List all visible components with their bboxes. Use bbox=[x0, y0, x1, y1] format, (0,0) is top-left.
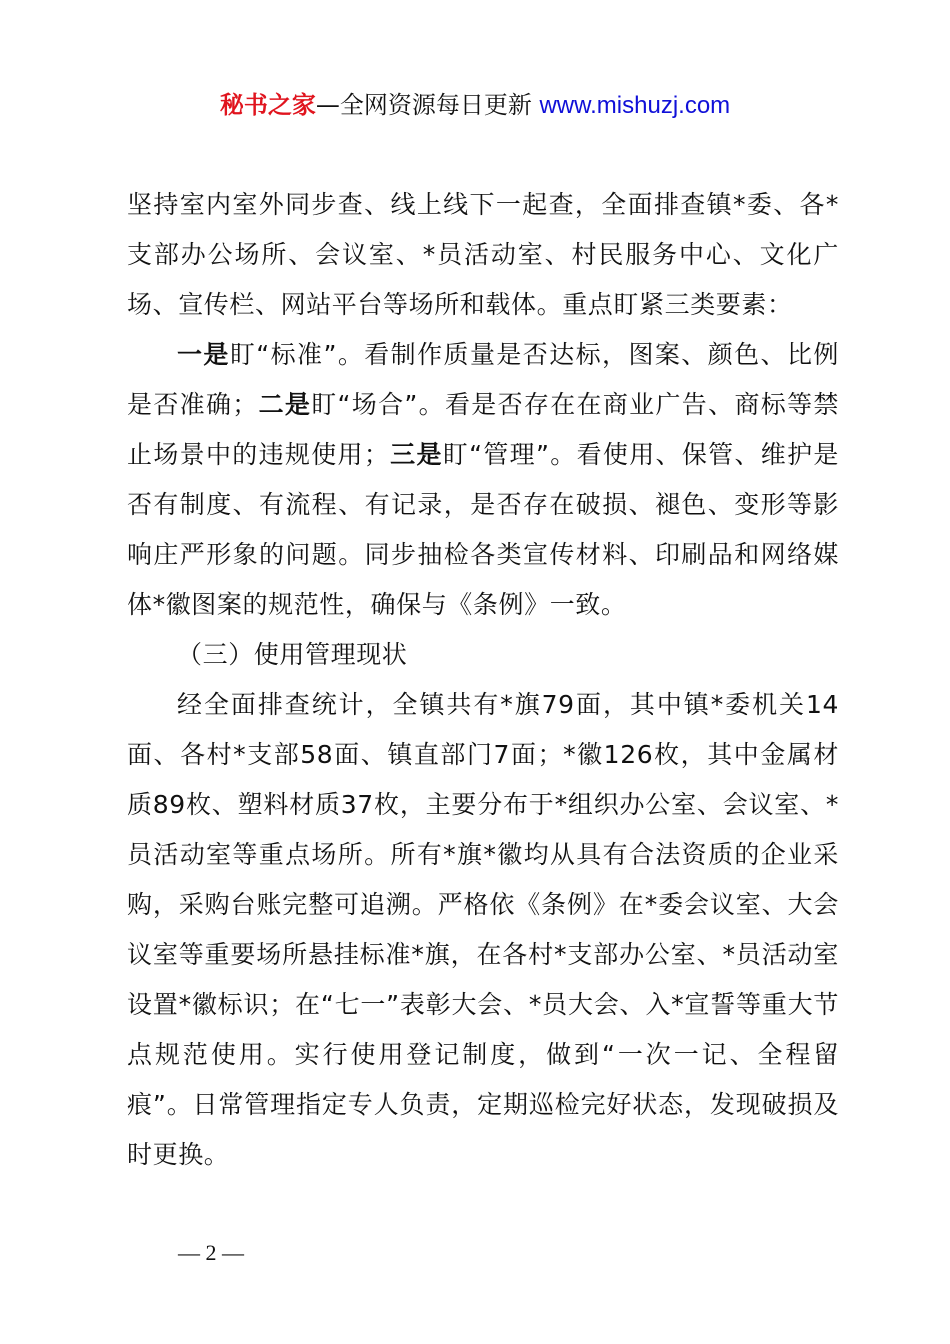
text-management: 盯“管理”。看使用、保管、维护是否有制度、有流程、有记录，是否存在破损、褪色、变形等影响庄严形象的问题。同步抽检各类宣传材料、印刷品和网络媒体*徽图案的规范性，确保与《条例》一致。 bbox=[127, 440, 839, 619]
keyword-first: 一是 bbox=[177, 340, 230, 369]
keyword-third: 三是 bbox=[389, 440, 443, 469]
paragraph-usage-status: 经全面排查统计，全镇共有*旗79面，其中镇*委机关14面、各村*支部58面、镇直部门7面；*徽126枚，其中金属材质89枚、塑料材质37枚，主要分布于*组织办公室、会议室、*员活动室等重点场所。所有*旗*徽均从具有合法资质的企业采购，采购台账完整可追溯。严格依《条例》在*委会议室、大会议室等重要场所悬挂标准*旗，在各村*支部办公室、*员活动室设置*徽标识；在“七一”表彰大会、*员大会、入*宣誓等重大节点规范使用。实行使用登记制度，做到“一次一记、全程留痕”。日常管理指定专人负责，定期巡检完好状态，发现破损及时更换。 bbox=[127, 690, 839, 1169]
document-body bbox=[127, 180, 839, 1180]
page-number: — 2 — bbox=[178, 1240, 244, 1265]
site-url[interactable]: www.mishuzj.com bbox=[539, 92, 731, 119]
paragraph-three-elements bbox=[127, 330, 839, 630]
site-brand: 秘书之家 bbox=[219, 91, 316, 119]
text-occasion: 盯“场合”。看是否存在在商业广告、商标等禁止场景中的违规使用； bbox=[127, 390, 839, 469]
keyword-second: 二是 bbox=[257, 390, 312, 419]
text-standard: 盯“标准”。看制作质量是否达标，图案、颜色、比例是否准确； bbox=[127, 340, 839, 419]
paragraph-inspection-scope: 坚持室内室外同步查、线上线下一起查，全面排查镇*委、各*支部办公场所、会议室、*员活动室、村民服务中心、文化广场、宣传栏、网站平台等场所和载体。重点盯紧三类要素： bbox=[127, 190, 839, 319]
section-heading: （三）使用管理现状 bbox=[177, 640, 408, 669]
site-header bbox=[0, 88, 950, 123]
site-slogan: —全网资源每日更新 bbox=[315, 91, 540, 119]
